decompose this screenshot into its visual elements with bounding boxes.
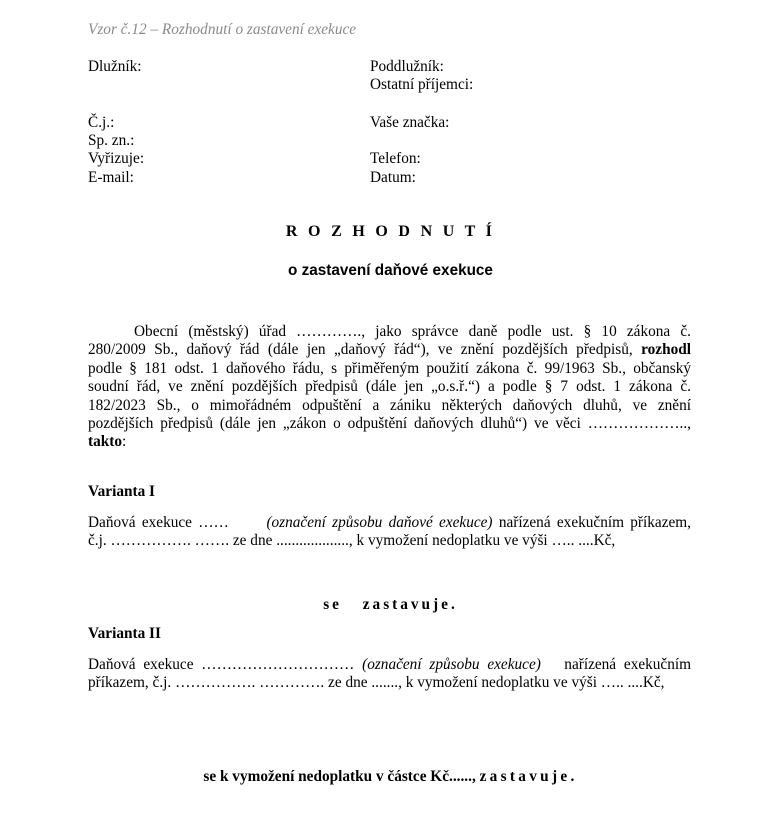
intro-line-text: 280/2009 Sb., daňový řád (dále jen „daňový řád“), ve znění pozdějších předpisů, <box>88 341 633 359</box>
your-ref-label: Vaše značka: <box>370 114 450 131</box>
sub-debtor-label: Poddlužník: <box>370 58 444 75</box>
variant-1-method: (označení způsobu daňové exekuce) <box>266 514 493 531</box>
variant-2-verdict-text: se k vymožení nedoplatku v částce Kč......, <box>203 768 476 785</box>
document-title: R O Z H O D N U T Í <box>285 223 496 240</box>
variant-2-line <box>88 656 691 674</box>
variant-2-line: příkazem, č.j. ……………. …………. ze dne ......., k vymožení nedoplatku ve výši ….. ....Kč, <box>88 674 665 692</box>
intro-line: Obecní (městský) úřad …………., jako správce daně podle ust. § 10 zákona č. <box>134 323 691 340</box>
file-no-label: Sp. zn.: <box>88 132 135 149</box>
variant-1-line <box>88 514 691 532</box>
decision-word: rozhodl <box>641 341 691 359</box>
variant-1-line: č.j. ……………. ……. ze dne ..................., k vymožení nedoplatku ve výši ….. ....Kč, <box>88 532 616 550</box>
variant-2-paragraph <box>88 656 691 693</box>
variant-2-method: (označení způsobu exekuce) <box>362 656 541 673</box>
date-label: Datum: <box>370 169 416 186</box>
debtor-label: Dlužník: <box>88 58 142 75</box>
variant-2-verdict-spaced: zastavuje. <box>479 768 578 785</box>
variant-1-paragraph <box>88 514 691 551</box>
email-label: E-mail: <box>88 169 134 186</box>
takto-word: takto <box>88 433 122 451</box>
intro-line: soudní řád, ve znění pozdějších předpisů (dále jen „o.s.ř.“) a podle § 7 odst. 1 zákona č. <box>88 378 691 396</box>
intro-paragraph <box>88 323 691 452</box>
handled-by-label: Vyřizuje: <box>88 150 145 167</box>
intro-line: 182/2023 Sb., o mimořádném odpuštění a zániku některých daňových dluhů, ve znění <box>88 396 691 414</box>
variant-2-text: nařízená exekučním <box>564 656 692 673</box>
variant-2-verdict <box>0 767 781 786</box>
phone-label: Telefon: <box>370 150 421 167</box>
other-recipients-label: Ostatní příjemci: <box>370 76 474 93</box>
variant-2-heading: Varianta II <box>88 625 161 642</box>
intro-line <box>88 341 691 359</box>
variant-1-text: nařízená exekučním příkazem, <box>498 514 691 531</box>
intro-line: pozdějších předpisů (dále jen „zákon o odpuštění daňových dluhů“) ve věci ……………….., <box>88 415 691 433</box>
ref-no-label: Č.j.: <box>88 114 115 131</box>
variant-1-text: Daňová exekuce …… <box>88 514 229 531</box>
intro-line-text: : <box>122 433 127 451</box>
intro-line <box>88 433 691 451</box>
variant-1-verdict: se zastavuje. <box>323 596 458 613</box>
document-subtitle: o zastavení daňové exekuce <box>288 262 493 279</box>
variant-2-text: Daňová exekuce ………………………… <box>88 656 355 673</box>
variant-1-heading: Varianta I <box>88 483 156 500</box>
intro-line: podle § 181 odst. 1 daňového řádu, s přiměřeným použití zákona č. 99/1963 Sb., občanský <box>88 359 691 377</box>
template-label: Vzor č.12 – Rozhodnutí o zastavení exekuce <box>88 21 357 38</box>
